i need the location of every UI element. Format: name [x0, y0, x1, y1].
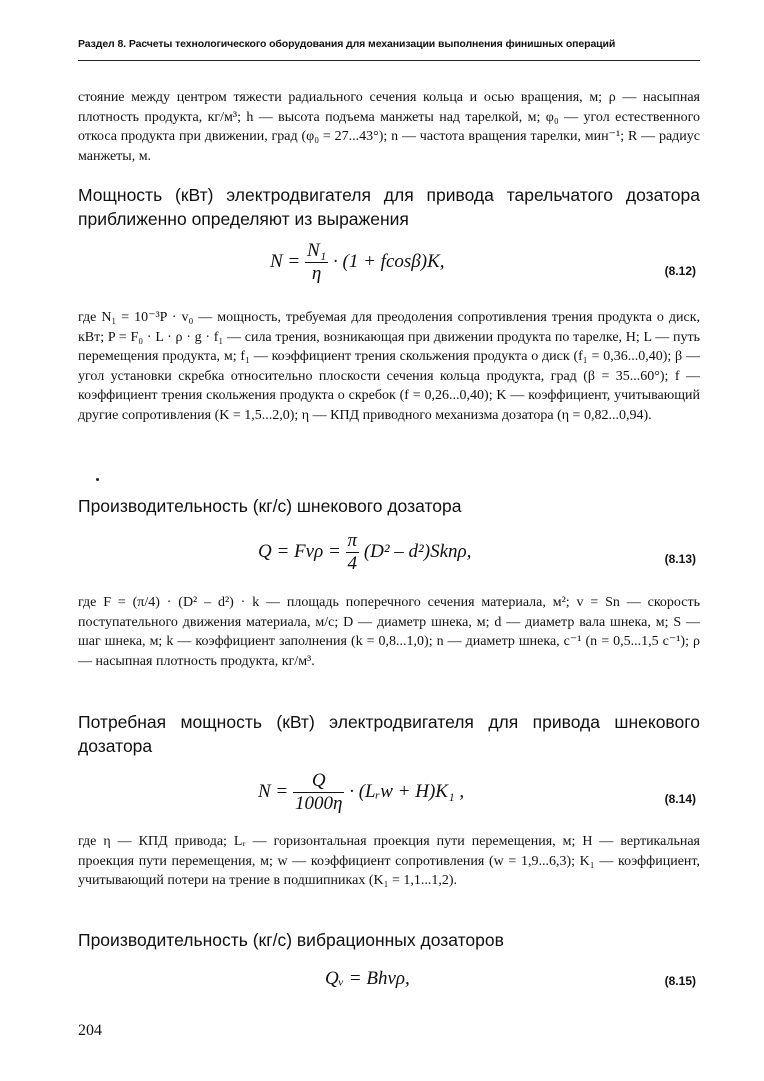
formula-8-12 [78, 240, 700, 300]
running-header: Раздел 8. Расчеты технологического оборудования для механизации выполнения финишных операций [78, 38, 616, 50]
heading-vibratory-doser-throughput: Производительность (кг/с) вибрационных дозаторов [78, 930, 504, 950]
header-rule [78, 60, 700, 61]
formula-8-13-numerator: π [347, 530, 358, 551]
heading-screw-doser-power: Потребная мощность (кВт) электродвигателя для привода шнекового дозатора [78, 712, 700, 756]
formula-8-12-denominator: η [311, 263, 322, 284]
explanation-8-13: где F = (π/4) · (D² – d²) · k — площадь поперечного сечения материала, м²; v = Sn — скорость поступательного движения материала, м/с; D — диаметр шнека, м; d — диаметр вала шнека, м; S — шаг шнека, м; k — коэффициент заполнения (k = 0,8...1,0); n — диаметр шнека, с⁻¹ (n = 0,5...1,5 с⁻¹); ρ — насыпная плотность продукта, кг/м³. [78, 595, 700, 669]
page-number: 204 [78, 1022, 102, 1039]
formula-8-14-rhs: · (Lᵣw + H)K₁ , [349, 780, 465, 802]
formula-8-13-label: (8.13) [664, 552, 696, 566]
formula-8-12-rhs: · (1 + fcosβ)K, [333, 250, 445, 272]
formula-8-12-numerator: N₁ [307, 240, 327, 261]
formula-8-14-numerator: Q [293, 770, 344, 793]
formula-8-14-denominator: 1000η [295, 793, 343, 814]
formula-8-14-label: (8.14) [664, 792, 696, 806]
formula-8-13-lhs: Q = Fvρ = [258, 540, 341, 562]
intro-paragraph: стояние между центром тяжести радиального сечения кольца и осью вращения, м; ρ — насыпная плотность продукта, кг/м³; h — высота подъема манжеты над тарелкой, м; φ₀ — угол естественного откоса продукта при движении, град (φ₀ = 27...43°); n — частота вращения тарелки, мин⁻¹; R — радиус манжеты, м. [78, 90, 700, 164]
explanation-8-14: где η — КПД привода; Lᵣ — горизонтальная проекция пути перемещения, м; H — вертикальная проекция пути перемещения, м; w — коэффициент сопротивления (w = 1,9...6,3); K₁ — коэффициент, учитывающий потери на трение в подшипниках (K₁ = 1,1...1,2). [78, 834, 700, 888]
formula-8-15-label: (8.15) [664, 974, 696, 988]
formula-8-15-expression: Qᵥ = Bhvρ, [325, 968, 410, 989]
stray-mark [96, 478, 99, 481]
formula-8-12-lhs: N = [270, 250, 301, 272]
formula-8-13 [78, 530, 700, 590]
formula-8-13-rhs: (D² – d²)Sknρ, [363, 540, 472, 562]
formula-8-14-lhs: N = [258, 780, 289, 802]
formula-8-13-denominator: 4 [347, 553, 358, 574]
formula-8-15 [78, 968, 700, 1000]
heading-screw-doser-throughput: Производительность (кг/с) шнекового дозатора [78, 496, 462, 516]
explanation-8-12: где N₁ = 10⁻³P · v₀ — мощность, требуемая для преодоления сопротивления трения продукта о диск, кВт; P = F₀ · L · ρ · g · f₁ — сила трения, возникающая при движении продукта по тарелке, Н; L — путь перемещения продукта, м; f₁ — коэффициент трения скольжения продукта о диск (f₁ = 0,36...0,40); β — угол установки скребка относительно плоскости сечения кольца продукта, град (β = 35...60°); f — коэффициент трения скольжения продукта о скребок (f = 0,26...0,40); K — коэффициент, учитывающий другие сопротивления (K = 1,5...2,0); η — КПД приводного механизма дозатора (η = 0,82...0,94). [78, 310, 700, 423]
formula-8-14 [78, 770, 700, 830]
heading-disk-doser-power: Мощность (кВт) электродвигателя для привода тарельчатого дозатора приближенно определяют из выражения [78, 185, 700, 229]
formula-8-12-label: (8.12) [664, 264, 696, 278]
